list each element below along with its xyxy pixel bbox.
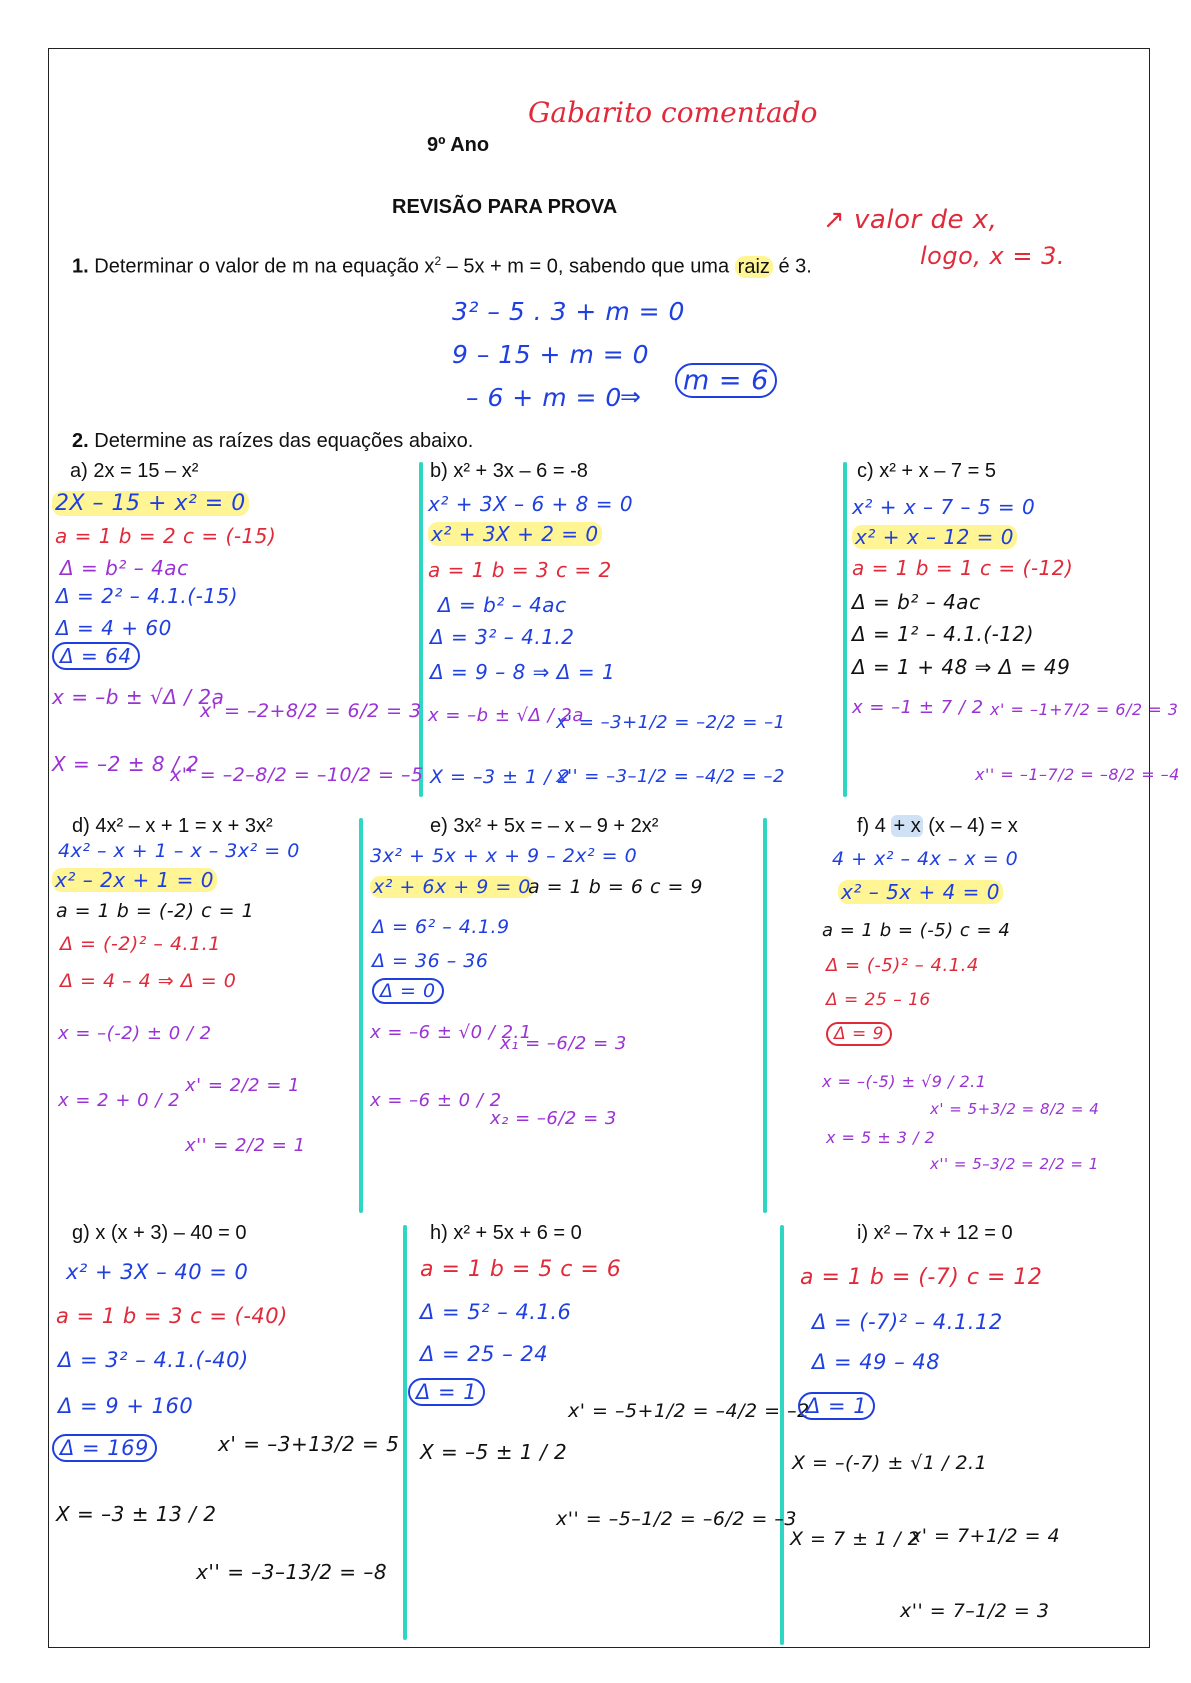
g-line: a = 1 b = 3 c = (-40) [56,1304,288,1328]
page-title: REVISÃO PARA PROVA [392,196,618,218]
g-line: x² + 3X – 40 = 0 [66,1260,249,1284]
question-1-text-after: é 3. [772,255,812,278]
d-line: Δ = (-2)² – 4.1.1 [60,933,221,955]
question-1-number: 1. [72,255,89,278]
f-line: x² – 5x + 4 = 0 [838,880,1003,904]
d-line: Δ = 4 – 4 ⇒ Δ = 0 [60,970,237,992]
q1-work-line3: – 6 + m = 0 [466,383,622,412]
problem-h-label: h) x² + 5x + 6 = 0 [430,1222,582,1244]
problem-c-label: c) x² + x – 7 = 5 [857,460,996,482]
e-line: x = –6 ± √0 / 2.1 [370,1022,532,1043]
c-line: Δ = 1 + 48 ⇒ Δ = 49 [852,655,1071,679]
c-line: a = 1 b = 1 c = (-12) [852,556,1074,580]
problem-f-label: f) 4 + x (x – 4) = x [857,815,1018,837]
question-1-highlight: raiz [735,256,773,278]
divider-gh [403,1225,407,1640]
c-line: x' = –1+7/2 = 6/2 = 3 [990,700,1179,719]
f-line: Δ = 25 – 16 [826,990,931,1010]
f-line: Δ = (-5)² – 4.1.4 [826,955,979,976]
b-line: x = –b ± √Δ / 2a [428,705,584,726]
a-line: Δ = 4 + 60 [56,616,172,640]
c-line: Δ = 1² – 4.1.(-12) [852,622,1035,646]
e-line: x = –6 ± 0 / 2 [370,1090,502,1111]
g-line: x'' = –3–13/2 = –8 [196,1560,388,1584]
c-line: x'' = –1–7/2 = –8/2 = –4 [975,765,1180,784]
g-line: Δ = 9 + 160 [58,1394,194,1418]
b-line: x² + 3X – 6 + 8 = 0 [428,492,634,516]
f-line: x = –(-5) ± √9 / 2.1 [822,1072,987,1091]
question-2-text: Determine as raízes das equações abaixo. [94,430,474,452]
a-line: x = –b ± √Δ / 2a [52,685,225,709]
question-1-text-middle: – 5x + m = 0, sabendo que uma [441,255,735,278]
divider-hi [780,1225,784,1645]
i-line: Δ = 49 – 48 [812,1350,941,1374]
c-line: x = –1 ± 7 / 2 [852,697,984,718]
e-line: Δ = 6² – 4.1.9 [372,916,510,938]
f-line: x' = 5+3/2 = 8/2 = 4 [930,1100,1100,1118]
problem-d-label: d) 4x² – x + 1 = x + 3x² [72,815,273,837]
d-line: x' = 2/2 = 1 [185,1075,301,1096]
divider-bc [843,462,847,797]
b-line: Δ = 3² – 4.1.2 [430,625,575,649]
f-line: a = 1 b = (-5) c = 4 [822,920,1011,941]
i-line: a = 1 b = (-7) c = 12 [800,1265,1043,1290]
f-line: x'' = 5–3/2 = 2/2 = 1 [930,1155,1099,1173]
h-line: x'' = –5–1/2 = –6/2 = –3 [556,1508,798,1530]
divider-de [359,818,363,1213]
problem-e-label: e) 3x² + 5x = – x – 9 + 2x² [430,815,659,837]
b-line: x' = –3+1/2 = –2/2 = –1 [556,712,786,733]
a-line: x'' = –2–8/2 = –10/2 = –5 [170,764,424,786]
h-line: Δ = 1 [408,1378,485,1406]
a-line: Δ = 64 [52,642,140,670]
a-line: X = –2 ± 8 / 2 [52,752,200,776]
a-line: x' = –2+8/2 = 6/2 = 3 [200,700,422,722]
problem-b-label: b) x² + 3x – 6 = -8 [430,460,588,482]
h-line: X = –5 ± 1 / 2 [420,1440,568,1464]
question-2-number: 2. [72,430,89,452]
c-line: Δ = b² – 4ac [852,590,981,614]
g-line: Δ = 169 [52,1434,157,1462]
problem-g-label: g) x (x + 3) – 40 = 0 [72,1222,247,1244]
divider-ab [419,462,423,797]
d-line: 4x² – x + 1 – x – 3x² = 0 [58,840,300,862]
e-line: x₂ = –6/2 = 3 [490,1108,617,1129]
e-line: x₁ = –6/2 = 3 [500,1033,627,1054]
d-line: x = 2 + 0 / 2 [58,1090,181,1111]
question-1-exponent: 2 [434,254,442,268]
i-line: x' = 7+1/2 = 4 [910,1525,1061,1547]
a-line: Δ = b² – 4ac [60,556,189,580]
q1-work-line2: 9 – 15 + m = 0 [452,340,650,369]
f-line: x = 5 ± 3 / 2 [826,1128,936,1147]
h-line: x' = –5+1/2 = –4/2 = –2 [568,1400,810,1422]
f-line: 4 + x² – 4x – x = 0 [832,848,1019,870]
g-line: Δ = 3² – 4.1.(-40) [58,1348,249,1372]
b-line: x'' = –3–1/2 = –4/2 = –2 [556,766,785,787]
e-line: Δ = 36 – 36 [372,950,489,972]
q1-note-line2: logo, x = 3. [920,242,1065,270]
question-2 [72,430,473,453]
h-line: Δ = 5² – 4.1.6 [420,1300,572,1324]
i-line: X = –(-7) ± √1 / 2.1 [792,1452,988,1474]
b-line: Δ = b² – 4ac [438,593,567,617]
i-line: Δ = (-7)² – 4.1.12 [812,1310,1003,1334]
e-line: Δ = 0 [372,978,444,1004]
e-line: x² + 6x + 9 = 0 [370,876,534,898]
b-line: a = 1 b = 3 c = 2 [428,558,612,582]
q1-answer: m = 6 [675,363,777,398]
a-line: a = 1 b = 2 c = (-15) [55,524,277,548]
q1-note-line1: ↗ valor de x, [823,205,998,235]
question-1-text-before: Determinar o valor de m na equação x [94,255,435,278]
q1-work-line1: 3² – 5 . 3 + m = 0 [452,297,685,326]
problem-i-label: i) x² – 7x + 12 = 0 [857,1222,1013,1244]
b-line: X = –3 ± 1 / 2 [430,766,571,788]
problem-a-label: a) 2x = 15 – x² [70,460,199,482]
i-line: X = 7 ± 1 / 2 [790,1528,921,1550]
d-line: a = 1 b = (-2) c = 1 [56,900,255,922]
grade-label: 9º Ano [427,134,490,156]
g-line: X = –3 ± 13 / 2 [56,1502,217,1526]
e-line: a = 1 b = 6 c = 9 [528,876,703,898]
b-line: Δ = 9 – 8 ⇒ Δ = 1 [430,660,616,684]
c-line: x² + x – 7 – 5 = 0 [852,495,1036,519]
h-line: a = 1 b = 5 c = 6 [420,1257,622,1282]
d-line: x² – 2x + 1 = 0 [52,868,217,892]
h-line: Δ = 25 – 24 [420,1342,549,1366]
c-line: x² + x – 12 = 0 [852,525,1017,549]
divider-ef [763,818,767,1213]
f-line: Δ = 9 [826,1022,892,1046]
b-line: x² + 3X + 2 = 0 [428,522,602,546]
a-line: 2X – 15 + x² = 0 [52,491,249,516]
question-1 [72,254,812,279]
q1-arrow-icon: ⇒ [620,382,642,411]
i-line: Δ = 1 [798,1392,875,1420]
handwritten-title: Gabarito comentado [528,96,818,129]
g-line: x' = –3+13/2 = 5 [218,1432,400,1456]
a-line: Δ = 2² – 4.1.(-15) [56,584,239,608]
e-line: 3x² + 5x + x + 9 – 2x² = 0 [370,845,638,867]
d-line: x'' = 2/2 = 1 [185,1135,306,1156]
d-line: x = –(-2) ± 0 / 2 [58,1023,212,1044]
i-line: x'' = 7–1/2 = 3 [900,1600,1050,1622]
